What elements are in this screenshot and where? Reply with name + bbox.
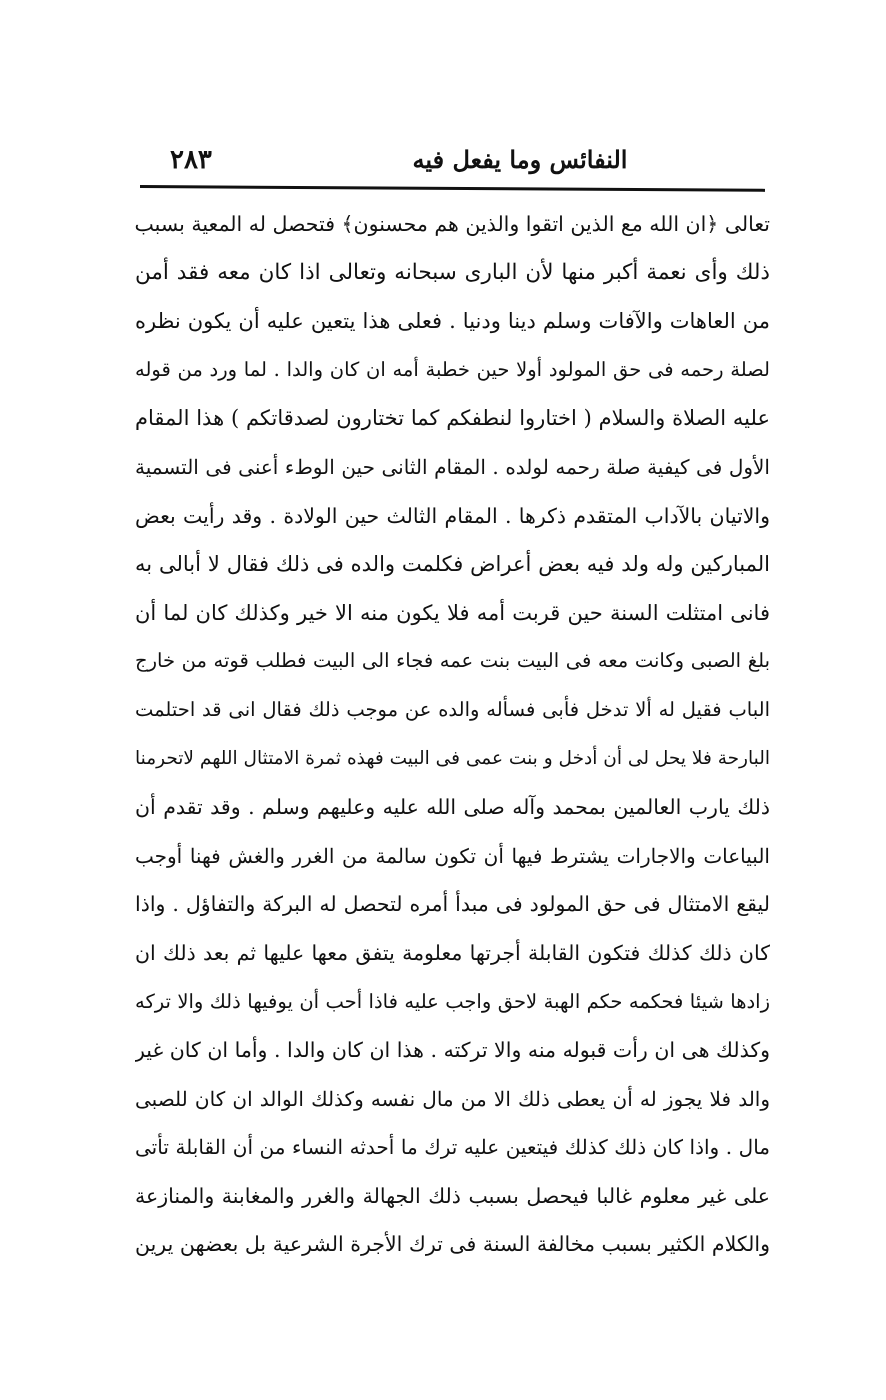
text-line: بلغ الصبى وكانت معه فى البيت بنت عمه فجاء الى البيت فطلب قوته من خارج [135,649,770,673]
text-line: لصلة رحمه فى حق المولود أولا حين خطبة أمه ان كان والدا . لما ورد من قوله [135,357,770,381]
page-number: ٢٨٣ [170,145,212,175]
text-line: البياعات والاجارات يشترط فيها أن تكون سالمة من الغرر والغش فهنا أوجب [135,843,770,868]
text-line: زادها شيئا فحكمه حكم الهبة لاحق واجب عليه فاذا أحب أن يوفيها ذلك والا تركه [135,989,770,1013]
text-line: والكلام الكثير بسبب مخالفة السنة فى ترك الأجرة الشرعية بل بعضهن يرين [135,1232,770,1257]
text-line: الأول فى كيفية صلة رحمه لولده . المقام الثانى حين الوطء أعنى فى التسمية [135,454,770,479]
header-rule [140,185,765,192]
text-line: المباركين وله ولد فيه بعض أعراض فكلمت والده فى ذلك فقال لا أبالى به [135,552,770,577]
text-line: ليقع الامتثال فى حق المولود فى مبدأ أمره لتحصل له البركة والتفاؤل . واذا [135,892,770,917]
text-line: ذلك وأى نعمة أكبر منها لأن البارى سبحانه وتعالى اذا كان معه فقد أمن [135,259,770,285]
text-line: تعالى ﴿ان الله مع الذين اتقوا والذين هم محسنون﴾ فتحصل له المعية بسبب [135,212,770,236]
text-line: عليه الصلاة والسلام ( اختاروا لنطفكم كما تختارون لصدقاتكم ) هذا المقام [135,406,770,431]
text-line: والاتيان بالآداب المتقدم ذكرها . المقام الثالث حين الولادة . وقد رأيت بعض [135,503,770,528]
text-line: كان ذلك كذلك فتكون القابلة أجرتها معلومة يتفق معها عليها ثم بعد ذلك ان [135,940,770,965]
text-line: البارحة فلا يحل لى أن أدخل و بنت عمى فى البيت فهذه ثمرة الامتثال اللهم لاتحرمنا [135,747,770,769]
text-line: وكذلك هى ان رأت قبوله منه والا تركته . هذا ان كان والدا . وأما ان كان غير [135,1038,770,1063]
body-text [135,200,770,1269]
running-header [140,140,770,184]
text-line: ذلك يارب العالمين بمحمد وآله صلى الله عليه وعليهم وسلم . وقد تقدم أن [135,795,770,820]
text-line: والد فلا يجوز له أن يعطى ذلك الا من مال نفسه وكذلك الوالد ان كان للصبى [135,1086,770,1111]
text-line: مال . واذا كان ذلك كذلك فيتعين عليه ترك ما أحدثه النساء من أن القابلة تأتى [135,1135,770,1160]
text-line: على غير معلوم غالبا فيحصل بسبب ذلك الجهالة والغرر والمغابنة والمنازعة [135,1183,770,1208]
header-title: النفائس وما يفعل فيه [412,145,628,174]
text-line: الباب فقيل له ألا تدخل فأبى فسأله والده عن موجب ذلك فقال انى قد احتلمت [135,697,770,721]
text-line: من العاهات والآفات وسلم دينا ودنيا . فعلى هذا يتعين عليه أن يكون نظره [135,309,770,334]
text-line: فانى امتثلت السنة حين قربت أمه فلا يكون منه الا خير وكذلك كان لما أن [135,600,770,625]
